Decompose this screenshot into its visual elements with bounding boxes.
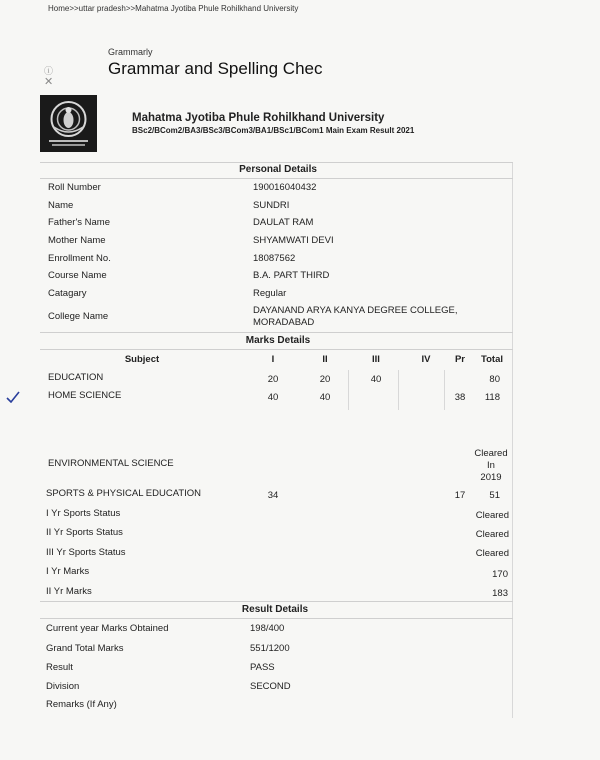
sports-i: 34 <box>267 490 279 501</box>
current-year-marks-value: 198/400 <box>250 623 285 634</box>
division-value: SECOND <box>250 681 291 692</box>
col-subject: Subject <box>124 354 160 365</box>
home-science-total: 118 <box>484 392 500 403</box>
category-value: Regular <box>253 288 287 299</box>
col-i: I <box>271 354 275 365</box>
yr2-marks-value: 183 <box>492 588 508 599</box>
checkmark-icon <box>6 390 20 402</box>
ad-title[interactable]: Grammar and Spelling Chec <box>108 59 323 78</box>
education-iii: 40 <box>370 374 382 385</box>
sports-total: 51 <box>489 490 500 501</box>
home-science-i: 40 <box>267 392 279 403</box>
home-science-ii: 40 <box>319 392 331 403</box>
result-details-heading: Result Details <box>241 604 309 615</box>
col-divider <box>348 370 349 410</box>
yr1-marks-value: 170 <box>492 569 508 580</box>
yr2-marks-label: II Yr Marks <box>46 586 92 597</box>
col-divider <box>444 370 445 410</box>
yr2-sports-label: II Yr Sports Status <box>46 527 123 538</box>
roll-number-label: Roll Number <box>48 182 101 193</box>
info-icon[interactable]: ⓘ <box>44 66 54 76</box>
row-divider <box>40 332 513 333</box>
col-iii: III <box>372 354 380 365</box>
sports-pr: 17 <box>454 490 466 501</box>
mother-name-value: SHYAMWATI DEVI <box>253 235 334 246</box>
yr1-marks-label: I Yr Marks <box>46 566 90 577</box>
enrollment-value: 18087562 <box>253 253 296 264</box>
col-divider <box>398 370 399 410</box>
table-right-border <box>512 162 513 718</box>
home-science-pr: 38 <box>454 392 466 403</box>
college-name-value: DAYANAND ARYA KANYA DEGREE COLLEGE, <box>253 305 458 316</box>
evs-status: Cleared <box>474 448 508 459</box>
row-divider <box>40 618 513 619</box>
result-label: Result <box>46 662 73 673</box>
col-total: Total <box>481 354 503 365</box>
col-pr: Pr <box>454 354 466 365</box>
result-value: PASS <box>250 662 275 673</box>
father-name-value: DAULAT RAM <box>253 217 314 228</box>
ad-brand[interactable]: Grammarly <box>108 47 153 57</box>
subject-environmental-science: ENVIRONMENTAL SCIENCE <box>48 458 174 469</box>
current-year-marks-label: Current year Marks Obtained <box>46 623 169 634</box>
subject-home-science: HOME SCIENCE <box>48 390 122 401</box>
university-name: Mahatma Jyotiba Phule Rohilkhand University <box>132 112 385 124</box>
yr1-sports-value: Cleared <box>475 510 509 521</box>
enrollment-label: Enrollment No. <box>48 253 111 264</box>
grand-total-value: 551/1200 <box>250 643 290 654</box>
personal-details-heading: Personal Details <box>239 164 317 175</box>
division-label: Division <box>46 681 80 692</box>
subject-education: EDUCATION <box>48 372 104 383</box>
university-logo <box>40 95 97 152</box>
remarks-label: Remarks (If Any) <box>46 699 117 710</box>
evs-status-line3: 2019 <box>480 472 502 483</box>
row-divider <box>40 601 513 602</box>
category-label: Catagary <box>48 288 87 299</box>
college-name-label: College Name <box>48 311 109 322</box>
marks-details-heading: Marks Details <box>245 335 311 346</box>
course-name-label: Course Name <box>48 270 107 281</box>
col-ii: II <box>322 354 328 365</box>
yr3-sports-label: III Yr Sports Status <box>46 547 126 558</box>
roll-number-value: 190016040432 <box>253 182 317 193</box>
close-icon[interactable]: ✕ <box>44 76 54 88</box>
name-value: SUNDRI <box>253 200 290 211</box>
grand-total-label: Grand Total Marks <box>46 643 124 654</box>
col-iv: IV <box>421 354 431 365</box>
education-total: 80 <box>489 374 500 385</box>
college-name-value-line2: MORADABAD <box>253 317 315 328</box>
exam-title: BSc2/BCom2/BA3/BSc3/BCom3/BA1/BSc1/BCom1 Main Exam Result 2021 <box>132 126 415 135</box>
father-name-label: Father's Name <box>48 217 111 228</box>
row-divider <box>40 178 513 179</box>
row-divider <box>40 349 513 350</box>
yr1-sports-label: I Yr Sports Status <box>46 508 121 519</box>
breadcrumb[interactable]: Home>>uttar pradesh>>Mahatma Jyotiba Phule Rohilkhand University <box>48 4 299 13</box>
yr2-sports-value: Cleared <box>475 529 509 540</box>
evs-status-line2: In <box>487 460 495 471</box>
education-ii: 20 <box>319 374 331 385</box>
name-label: Name <box>48 200 74 211</box>
subject-sports: SPORTS & PHYSICAL EDUCATION <box>46 488 202 499</box>
education-i: 20 <box>267 374 279 385</box>
table-top-border <box>40 162 513 163</box>
yr3-sports-value: Cleared <box>475 548 509 559</box>
mother-name-label: Mother Name <box>48 235 106 246</box>
course-name-value: B.A. PART THIRD <box>253 270 330 281</box>
